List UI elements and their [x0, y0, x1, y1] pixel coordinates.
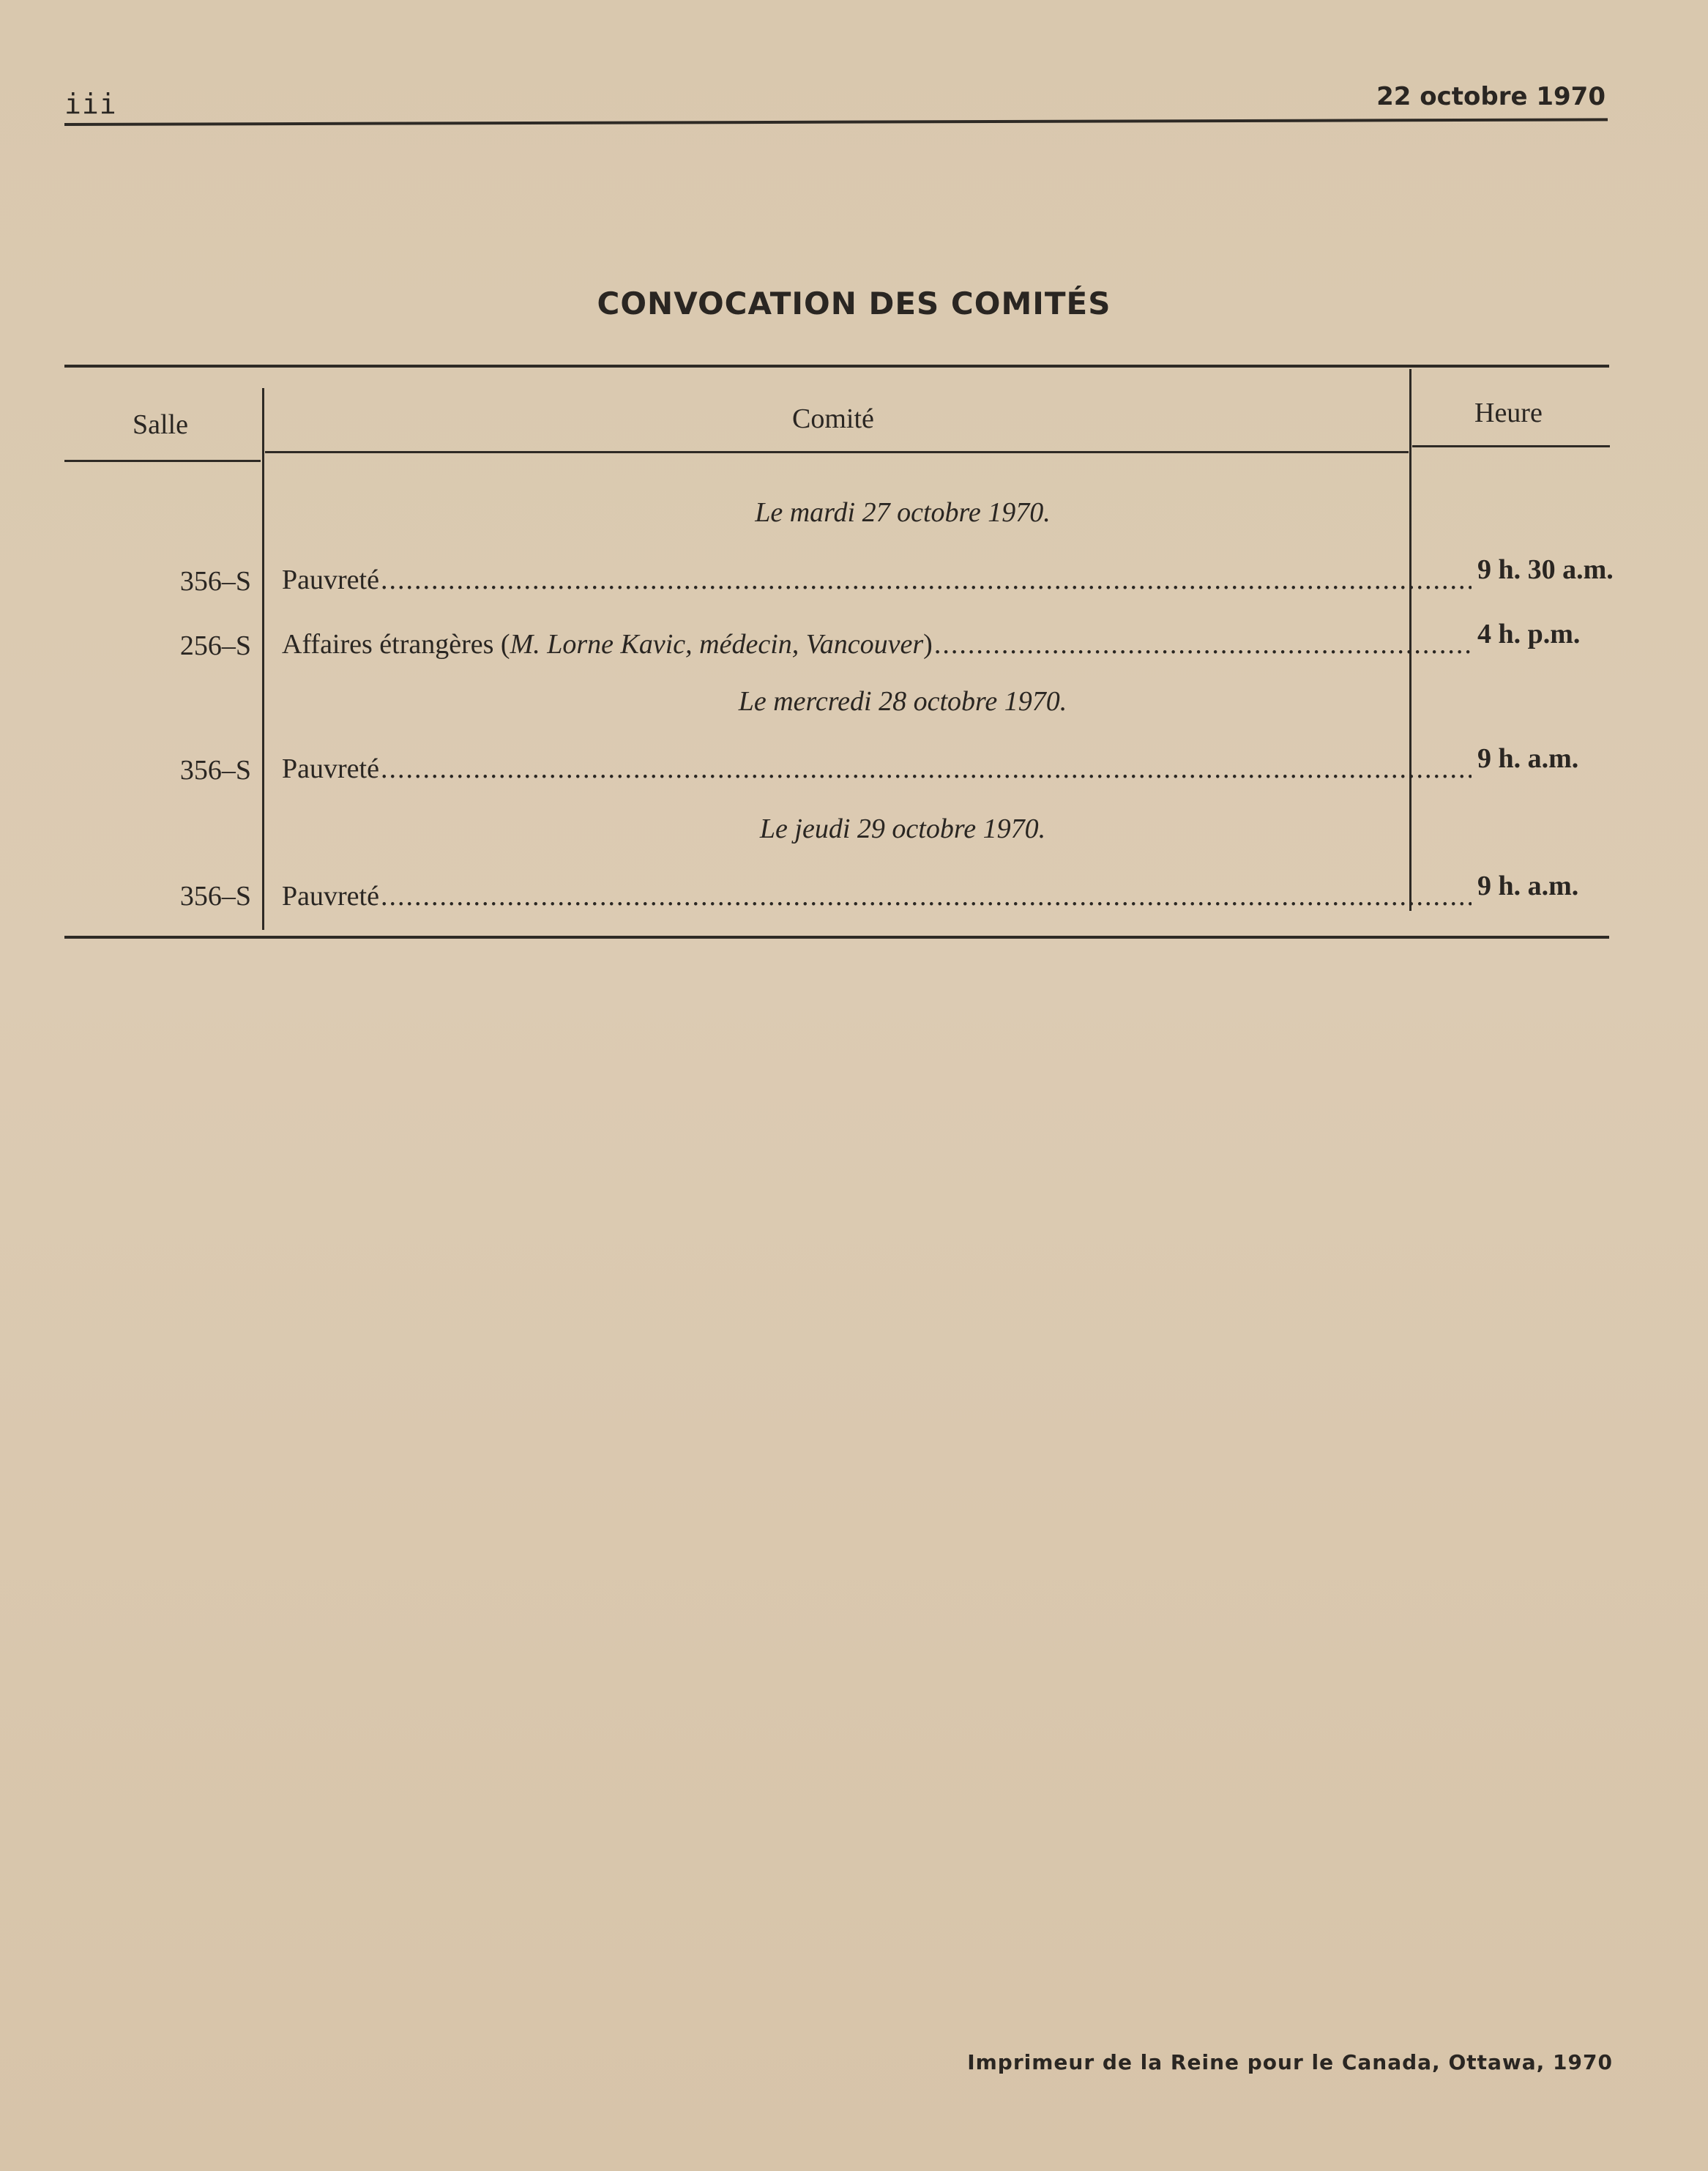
- committee-cell: [282, 753, 1472, 785]
- time-cell: 9 h. 30 a.m.: [1477, 554, 1614, 585]
- dot-leader: [381, 880, 1472, 912]
- room-cell: 356–S: [179, 755, 251, 786]
- table-top-rule: [64, 365, 1609, 368]
- dot-leader: [381, 564, 1472, 596]
- room-cell: 356–S: [179, 881, 251, 912]
- column-header-salle: Salle: [133, 409, 188, 440]
- committee-name: Pauvreté: [282, 753, 379, 784]
- column-divider-left: [262, 388, 264, 930]
- committee-cell: [282, 564, 1472, 596]
- time-cell: 9 h. a.m.: [1477, 871, 1579, 901]
- column-header-heure: Heure: [1474, 398, 1543, 428]
- table-bottom-rule: [64, 936, 1609, 939]
- committee-cell: [282, 628, 1472, 660]
- date-heading: Le mardi 27 octobre 1970.: [755, 497, 1051, 528]
- time-cell: 4 h. p.m.: [1477, 619, 1581, 649]
- header-underline-salle: [64, 460, 261, 462]
- committee-name: Pauvreté: [282, 881, 379, 912]
- committee-schedule-table: [64, 359, 1614, 945]
- committee-close-paren: ): [923, 629, 933, 660]
- committee-name: Pauvreté: [282, 565, 379, 595]
- time-cell: 9 h. a.m.: [1477, 743, 1579, 774]
- dot-leader: [934, 628, 1472, 660]
- header-underline-comite: [265, 451, 1409, 453]
- column-header-comite: Comité: [792, 403, 874, 434]
- committee-cell: [282, 880, 1472, 912]
- printer-imprint: Imprimeur de la Reine pour le Canada, Ottawa, 1970: [967, 2050, 1613, 2074]
- room-cell: 256–S: [179, 630, 251, 661]
- header-date: 22 octobre 1970: [1376, 82, 1606, 111]
- page-number: iii: [64, 88, 117, 120]
- committee-witness: M. Lorne Kavic, médecin, Vancouver: [510, 629, 924, 660]
- room-cell: 356–S: [179, 566, 251, 597]
- page-title: CONVOCATION DES COMITÉS: [597, 286, 1111, 321]
- date-heading: Le jeudi 29 octobre 1970.: [759, 813, 1046, 844]
- header-underline-heure: [1412, 445, 1610, 447]
- date-heading: Le mercredi 28 octobre 1970.: [738, 686, 1067, 717]
- dot-leader: [381, 753, 1472, 785]
- committee-name: Affaires étrangères (: [282, 629, 510, 660]
